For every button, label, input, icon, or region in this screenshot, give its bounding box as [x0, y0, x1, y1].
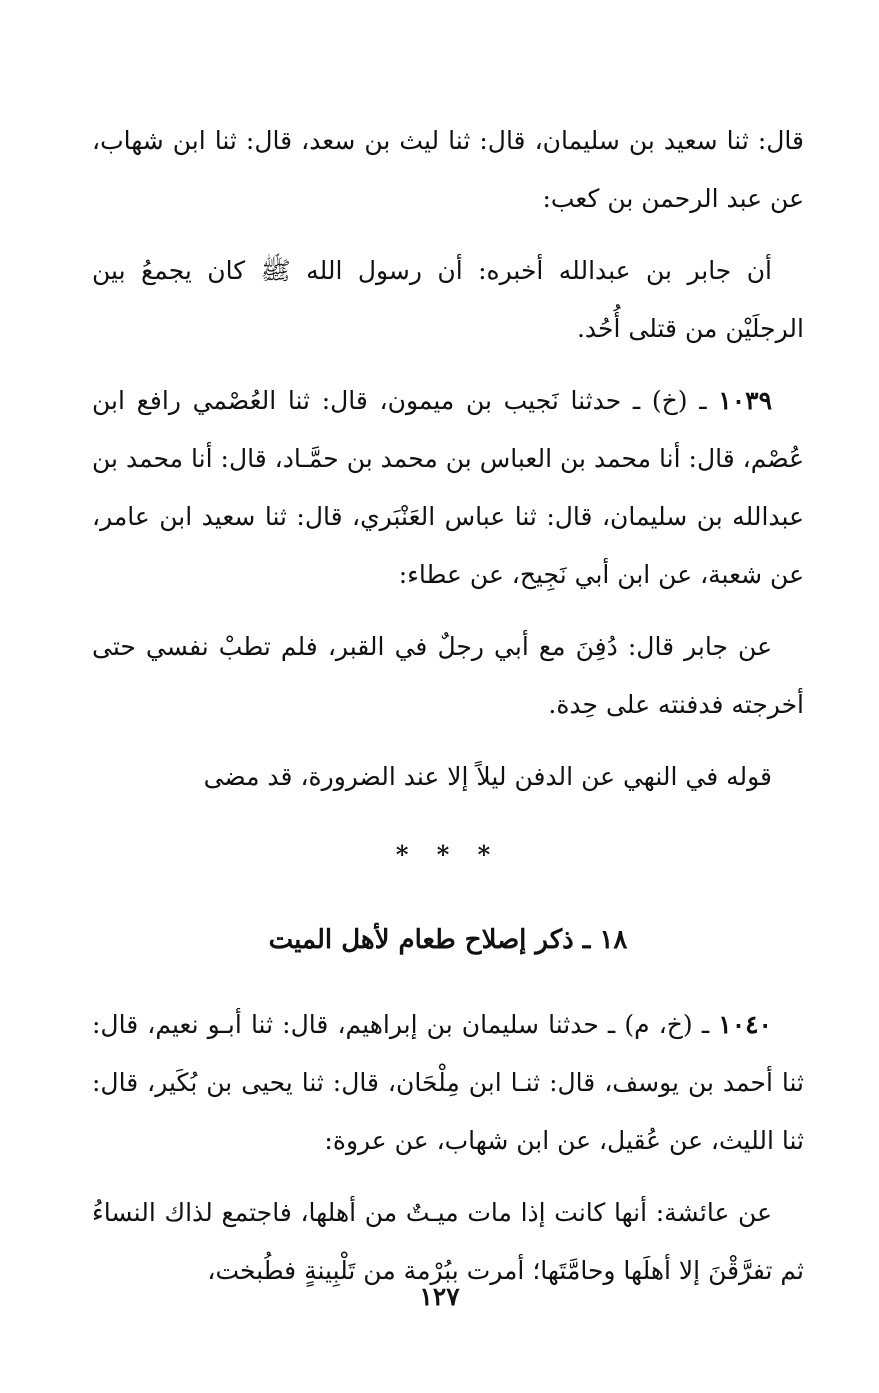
hadith-number: ١٠٤٠ [718, 1010, 772, 1039]
section-heading: ١٨ ـ ذكر إصلاح طعام لأهل الميت [268, 925, 628, 955]
paragraph-chain-1: قال: ثنا سعيد بن سليمان، قال: ثنا ليث بن سعد، قال: ثنا ابن شهاب، عن عبد الرحمن بن كعب: [92, 126, 804, 213]
hadith-chain-text: ـ (خ) ـ حدثنا نَجيب بن ميمون، قال: ثنا العُصْمي رافع ابن عُصْم، قال: أنا محمد بن العباس بن محمد بن حمَّـاد، قال: أنا محمد بن عبدالله بن سليمان، قال: ثنا عباس العَنْبَري، قال: ثنا سعيد ابن عامر، عن شعبة، عن ابن أبي نَجِيح، عن عطاء: [92, 386, 804, 589]
paragraph-note: قوله في النهي عن الدفن ليلاً إلا عند الضرورة، قد مضى [203, 762, 772, 791]
hadith-number: ١٠٣٩ [718, 386, 773, 415]
paragraph-hadith-1: أن جابر بن عبدالله أخبره: أن رسول الله ﷺ كان يجمعُ بين الرجلَيْن من قتلى أُحُد. [92, 256, 804, 343]
section-separator: * * * [395, 840, 501, 869]
paragraph-hadith-1039 [92, 372, 804, 604]
paragraph-hadith-2: عن جابر قال: دُفِنَ مع أبي رجلٌ في القبر، فلم تطبْ نفسي حتى أخرجته فدفنته على حِدة. [92, 632, 804, 719]
paragraph-hadith-3: عن عائشة: أنها كانت إذا مات ميـتٌ من أهلها، فاجتمع لذاك النساءُ ثم تفرَّقْنَ إلا أهلَها وحامَّتَها؛ أمرت ببُرْمة من تَلْبِينةٍ فطُبخت، [92, 1198, 804, 1285]
hadith-chain-text: ـ (خ، م) ـ حدثنا سليمان بن إبراهيم، قال: ثنا أبـو نعيم، قال: ثنا أحمد بن يوسف، قال: ثنـا ابن مِلْحَان، قال: ثنا يحيى بن بُكَير، قال: ثنا الليث، عن عُقيل، عن ابن شهاب، عن عروة: [92, 1010, 804, 1155]
page-number: ١٢٧ [419, 1282, 460, 1311]
paragraph-hadith-1040 [92, 996, 804, 1170]
